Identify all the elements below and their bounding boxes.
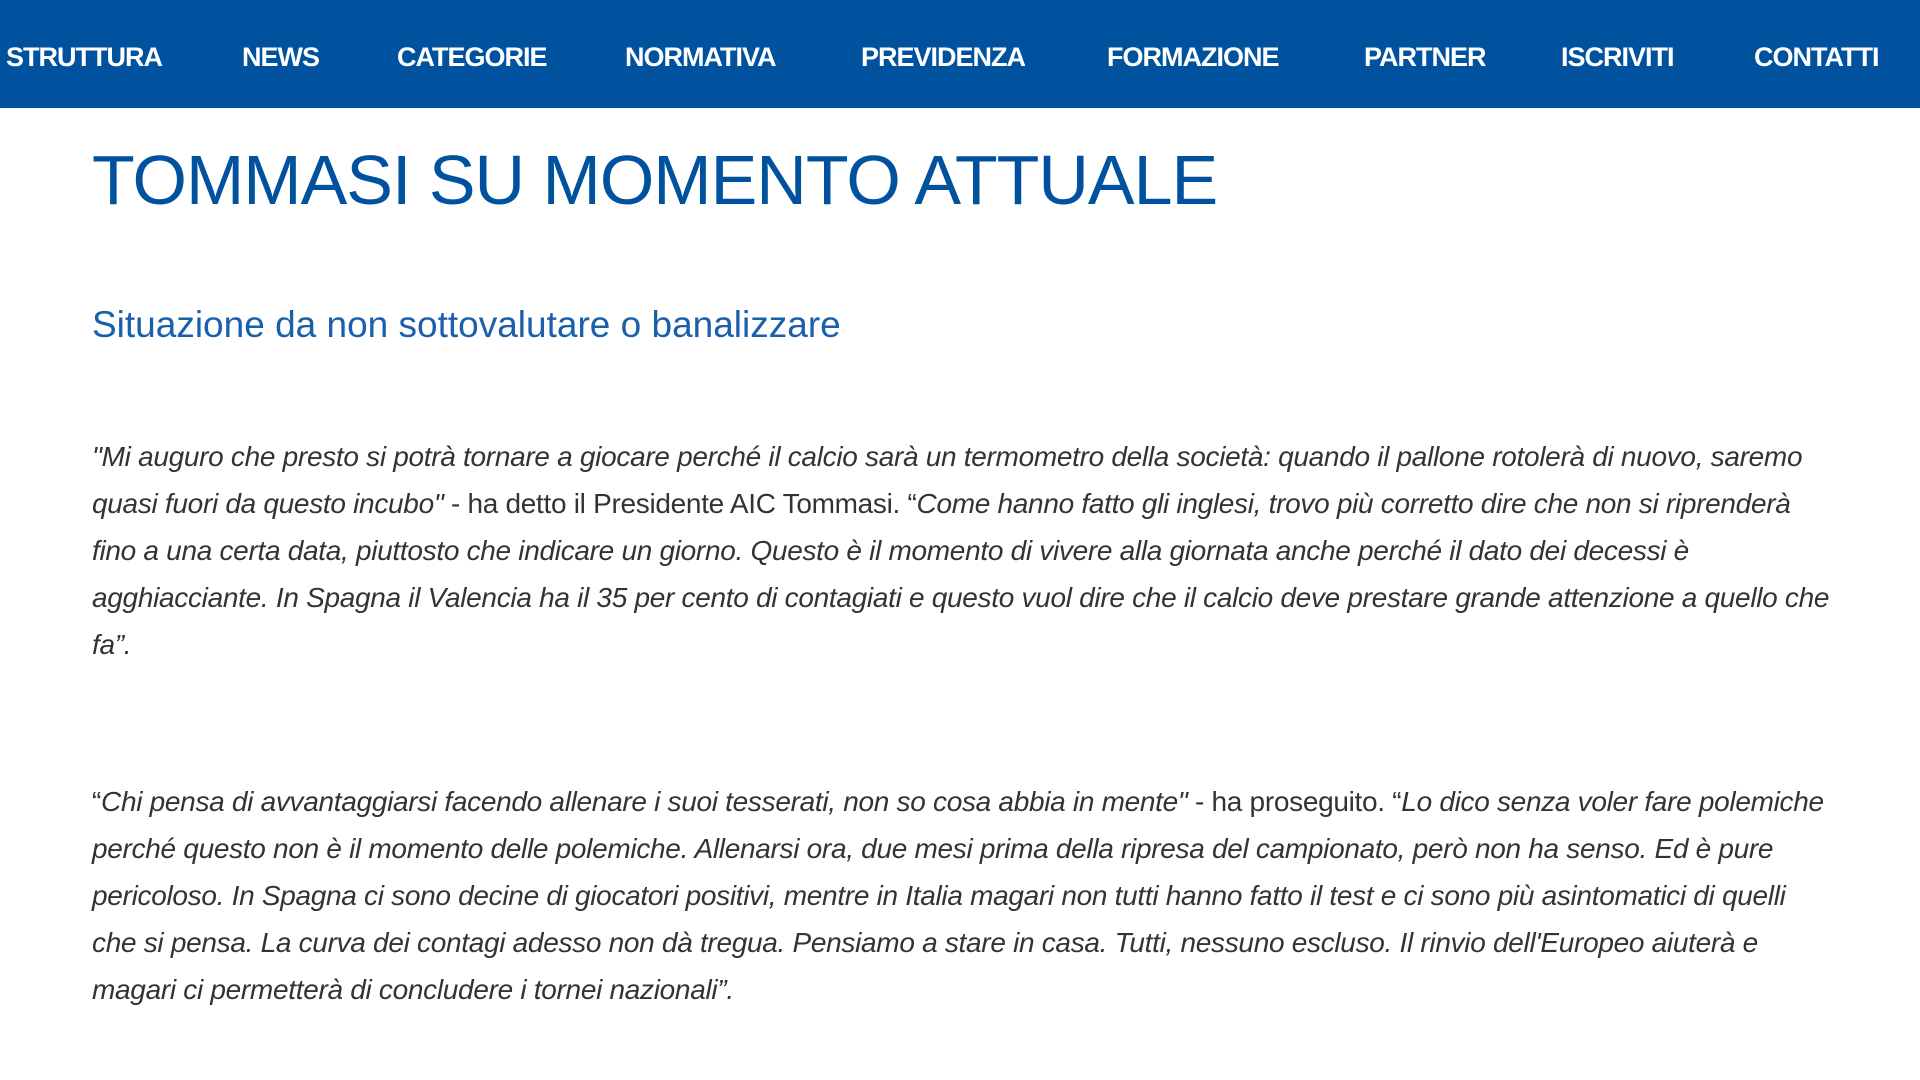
nav-item-previdenza[interactable]: PREVIDENZA <box>861 42 1026 72</box>
main-navigation <box>0 0 1920 108</box>
nav-item-iscriviti[interactable]: ISCRIVITI <box>1561 42 1674 72</box>
article-paragraph-2 <box>92 778 1832 1013</box>
nav-item-struttura[interactable]: STRUTTURA <box>6 42 162 72</box>
page-title: TOMMASI SU MOMENTO ATTUALE <box>92 141 1218 219</box>
narration-text: - ha detto il Presidente AIC Tommasi. “ <box>443 488 917 519</box>
narration-text: “ <box>92 786 102 817</box>
nav-item-normativa[interactable]: NORMATIVA <box>625 42 776 72</box>
nav-item-partner[interactable]: PARTNER <box>1364 42 1486 72</box>
nav-item-formazione[interactable]: FORMAZIONE <box>1107 42 1279 72</box>
quote-text: "Mi auguro che presto si potrà tornare a giocare perché il calcio sarà un termometro della società: quando il pallone rotolerà di nuovo, saremo quasi fuori da questo incubo" <box>92 441 1803 519</box>
quote-text: Chi pensa di avvantaggiarsi facendo allenare i suoi tesserati, non so cosa abbia in mente" <box>101 786 1188 817</box>
quote-text: Lo dico senza voler fare polemiche perché questo non è il momento delle polemiche. Allenarsi ora, due mesi prima della ripresa del campionato, però non ha senso. Ed è pure pericoloso. In Spagna ci sono decine di giocatori positivi, mentre in Italia magari non tutti hanno fatto il test e ci sono più asintomatici di quelli che si pensa. La curva dei contagi adesso non dà tregua. Pensiamo a stare in casa. Tutti, nessuno escluso. Il rinvio dell'Europeo aiuterà e magari ci permetterà di concludere i tornei nazionali”. <box>92 786 1824 1005</box>
nav-item-categorie[interactable]: CATEGORIE <box>397 42 547 72</box>
nav-item-contatti[interactable]: CONTATTI <box>1754 42 1879 72</box>
quote-text: Come hanno fatto gli inglesi, trovo più corretto dire che non si riprenderà fino a una certa data, piuttosto che indicare un giorno. Questo è il momento di vivere alla giornata anche perché il dato dei decessi è agghiacciante. In Spagna il Valencia ha il 35 per cento di contagiati e questo vuol dire che il calcio deve prestare grande attenzione a quello che fa”. <box>92 488 1830 660</box>
nav-item-news[interactable]: NEWS <box>242 42 319 72</box>
article-paragraph-1 <box>92 433 1832 668</box>
narration-text: - ha proseguito. “ <box>1187 786 1402 817</box>
page-subtitle: Situazione da non sottovalutare o banalizzare <box>92 304 841 345</box>
